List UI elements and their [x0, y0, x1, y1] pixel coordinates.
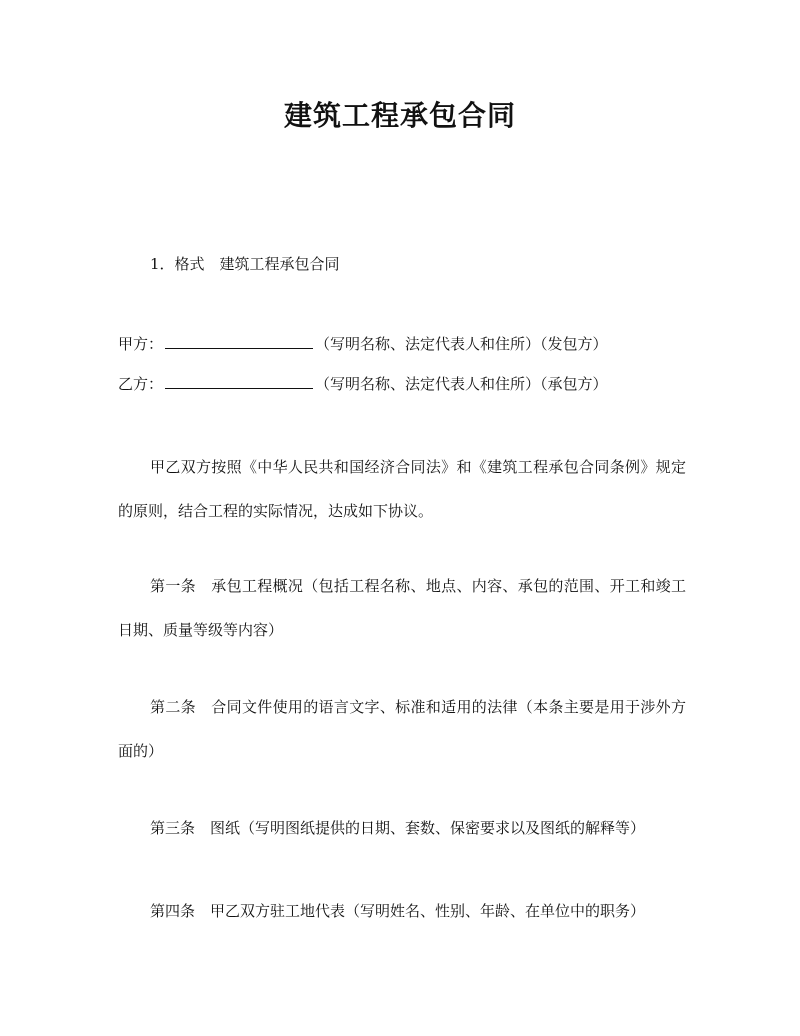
party-a-line	[118, 333, 608, 354]
format-line: 1．格式 建筑工程承包合同	[150, 255, 340, 273]
article-3: 第三条 图纸（写明图纸提供的日期、套数、保密要求以及图纸的解释等）	[150, 819, 646, 837]
party-b-blank	[165, 374, 313, 389]
document-title: 建筑工程承包合同	[283, 99, 516, 132]
party-a-blank	[165, 334, 313, 349]
party-b-line	[118, 373, 608, 394]
party-b-note: （写明名称、法定代表人和住所）（承包方）	[315, 375, 608, 393]
article-2: 第二条 合同文件使用的语言文字、标准和适用的法律（本条主要是用于涉外方面的）	[118, 698, 686, 760]
preamble-paragraph: 甲乙双方按照《中华人民共和国经济合同法》和《建筑工程承包合同条例》规定的原则，结合工程的实际情况，达成如下协议。	[118, 458, 686, 520]
article-4: 第四条 甲乙双方驻工地代表（写明姓名、性别、年龄、在单位中的职务）	[150, 902, 646, 920]
article-1: 第一条 承包工程概况（包括工程名称、地点、内容、承包的范围、开工和竣工日期、质量等级等内容）	[118, 577, 686, 639]
party-b-label: 乙方：	[118, 375, 164, 393]
party-a-note: （写明名称、法定代表人和住所）（发包方）	[315, 335, 608, 353]
party-a-label: 甲方：	[118, 335, 164, 353]
